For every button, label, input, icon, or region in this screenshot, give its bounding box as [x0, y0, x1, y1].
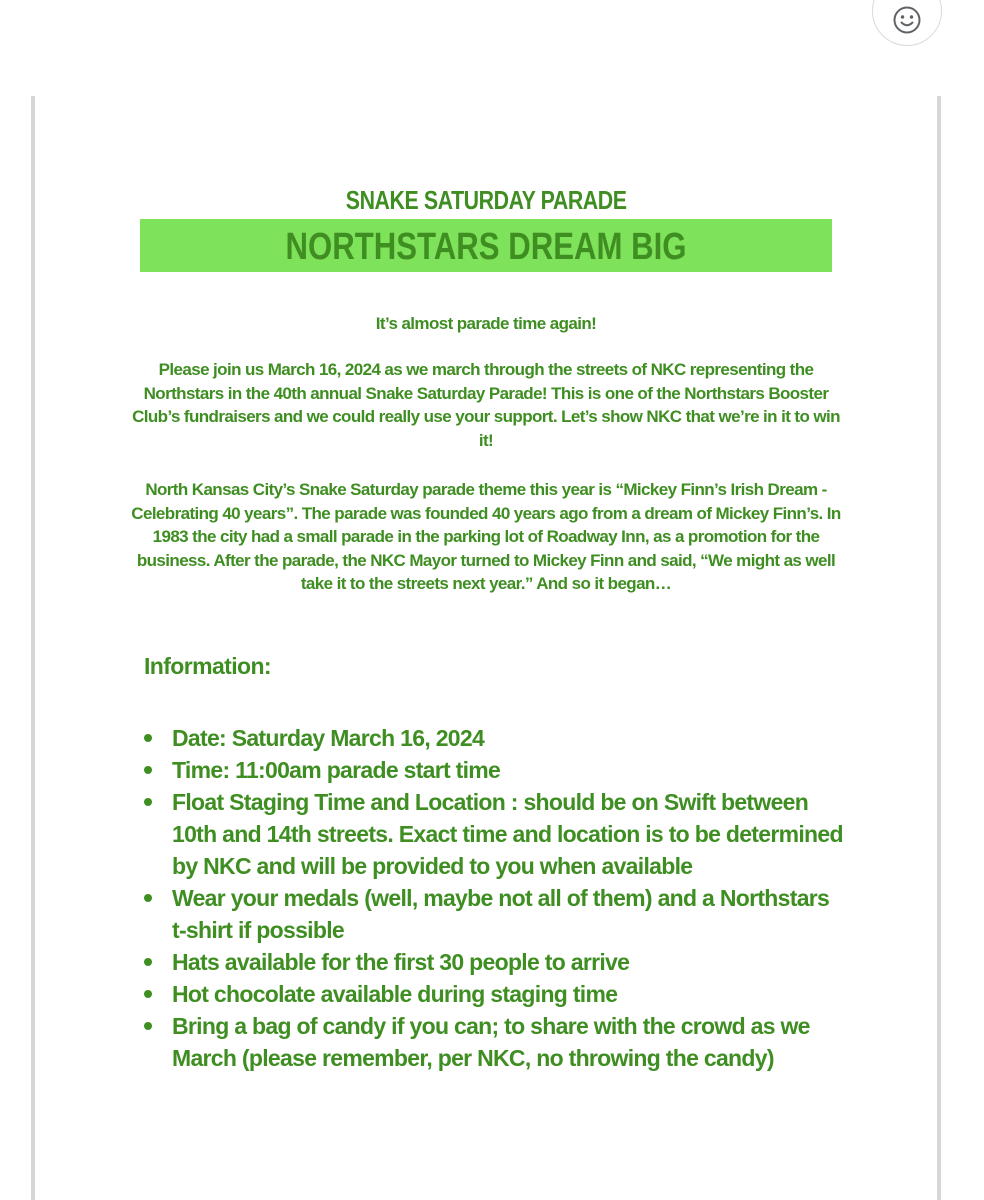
list-item-text: Wear your medals (well, maybe not all of them) and a Northstars t-shirt if possible	[172, 885, 830, 943]
list-item	[144, 978, 844, 1010]
document-subtitle: SNAKE SATURDAY PARADE	[345, 185, 627, 215]
list-item-text: Hot chocolate available during staging time	[172, 981, 618, 1007]
smiley-face-icon	[892, 5, 922, 35]
list-item-text: Date: Saturday March 16, 2024	[172, 725, 485, 751]
list-item-text: Bring a bag of candy if you can; to share with the crowd as we March (please remember, per NKC, no throwing the candy)	[172, 1013, 810, 1071]
paragraph-history: North Kansas City’s Snake Saturday parade theme this year is “Mickey Finn’s Irish Dream - Celebrating 40 years”. The parade was founded 40 years ago from a dream of Mickey Finn’s. In 1983 the city had a small parade in the parking lot of Roadway Inn, as a promotion for the business. After the parade, the NKC Mayor turned to Mickey Finn and said, “We might as well take it to the streets next year.” And so it began…	[131, 480, 841, 593]
bullet-icon	[144, 798, 152, 806]
bullet-icon	[144, 1022, 152, 1030]
list-item-text: Hats available for the first 30 people to arrive	[172, 949, 630, 975]
list-item-text: Time: 11:00am parade start time	[172, 757, 501, 783]
list-item	[144, 882, 844, 946]
information-heading: Information:	[144, 653, 271, 679]
list-item	[144, 1010, 844, 1074]
list-item	[144, 722, 844, 754]
bullet-icon	[144, 894, 152, 902]
list-item	[144, 946, 844, 978]
bullet-icon	[144, 734, 152, 742]
title-banner	[140, 219, 832, 272]
list-item-text: Float Staging Time and Location : should be on Swift between 10th and 14th streets. Exact time and location is to be determined by NKC and will be provided to you when available	[172, 789, 843, 879]
bullet-icon	[144, 766, 152, 774]
bullet-icon	[144, 990, 152, 998]
list-item	[144, 786, 844, 882]
paragraph-invitation: Please join us March 16, 2024 as we march through the streets of NKC representing the Northstars in the 40th annual Snake Saturday Parade! This is one of the Northstars Booster Club’s fundraisers and we could really use your support. Let’s show NKC that we’re in it to win it!	[132, 360, 840, 450]
information-list	[144, 722, 844, 1074]
document-title: NORTHSTARS DREAM BIG	[285, 226, 687, 268]
document-page	[31, 96, 941, 1200]
emoji-reaction-button[interactable]	[872, 0, 942, 46]
bullet-icon	[144, 958, 152, 966]
intro-text: It’s almost parade time again!	[375, 314, 597, 333]
list-item	[144, 754, 844, 786]
